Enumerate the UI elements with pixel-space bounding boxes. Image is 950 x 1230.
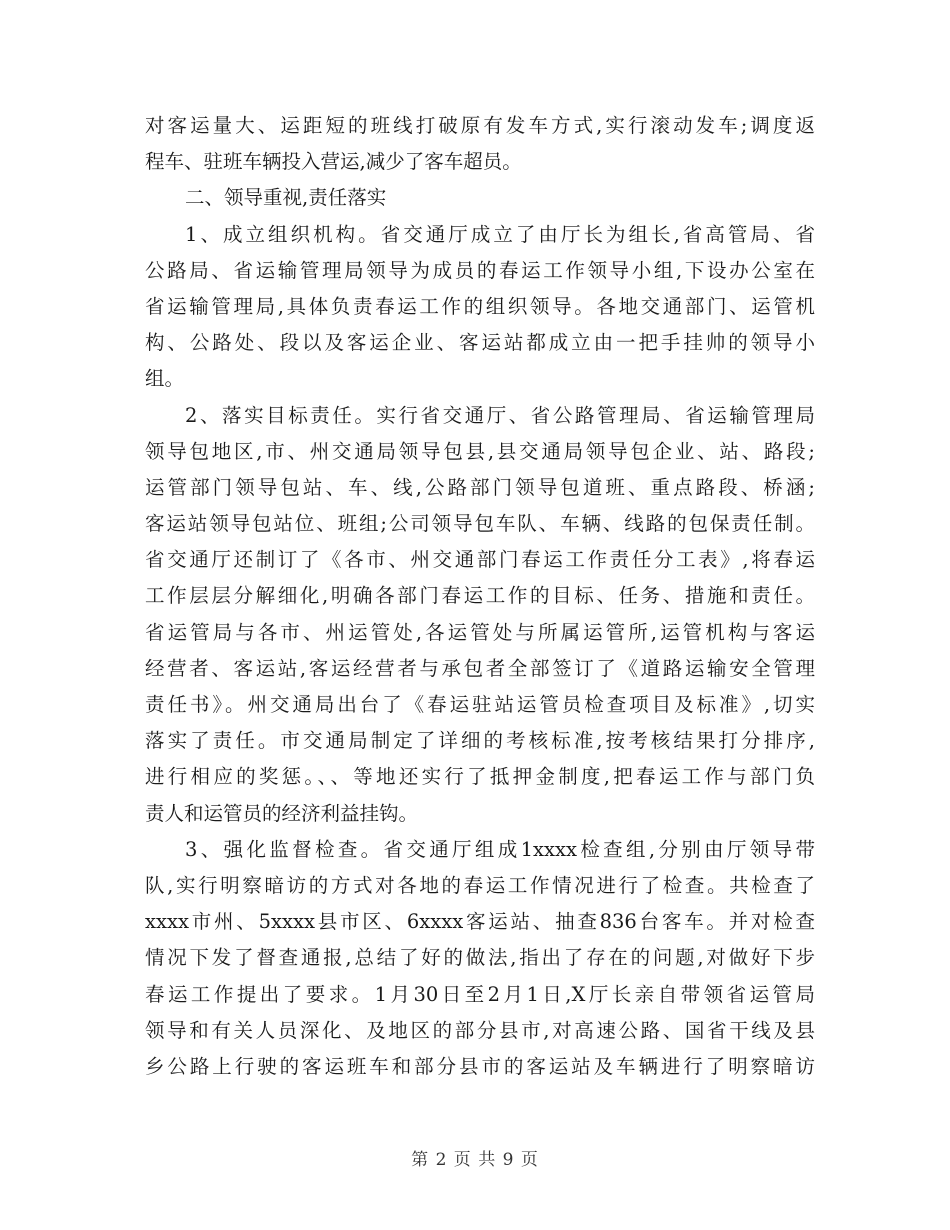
- text-line: 经营者、客运站,客运经营者与承包者全部签订了《道路运输安全管理: [145, 656, 815, 680]
- text-line: 乡公路上行驶的客运班车和部分县市的客运站及车辆进行了明察暗访: [145, 1054, 815, 1078]
- text-line: 领导和有关人员深化、及地区的部分县市,对高速公路、国省干线及县: [145, 1018, 815, 1042]
- text-line: 运管部门领导包站、车、线,公路部门领导包道班、重点路段、桥涵;: [145, 475, 815, 499]
- text-line: xxxx市州、5xxxx县市区、6xxxx客运站、抽查836台客车。并对检查: [145, 910, 815, 934]
- text-line: 省交通厅还制订了《各市、州交通部门春运工作责任分工表》,将春运: [145, 548, 815, 572]
- text-line: 组。: [145, 367, 185, 391]
- text-line: 构、公路处、段以及客运企业、客运站都成立由一把手挂帅的领导小: [145, 331, 815, 355]
- text-line: 省运管局与各市、州运管处,各运管处与所属运管所,运管机构与客运: [145, 620, 815, 644]
- text-line: 领导包地区,市、州交通局领导包县,县交通局领导包企业、站、路段;: [145, 439, 815, 463]
- text-line: 省运输管理局,具体负责春运工作的组织领导。各地交通部门、运管机: [145, 294, 815, 318]
- text-line: 工作层层分解细化,明确各部门春运工作的目标、任务、措施和责任。: [145, 584, 815, 608]
- text-line: 程车、驻班车辆投入营运,减少了客车超员。: [145, 150, 522, 174]
- text-line: 进行相应的奖惩。、、等地还实行了抵押金制度,把春运工作与部门负: [145, 765, 815, 789]
- text-line: 情况下发了督查通报,总结了好的做法,指出了存在的问题,对做好下步: [145, 946, 815, 970]
- text-line: 公路局、省运输管理局领导为成员的春运工作领导小组,下设办公室在: [145, 258, 815, 282]
- text-line: 3、强化监督检查。省交通厅组成1xxxx检查组,分别由厅领导带: [185, 837, 815, 861]
- text-line: 队,实行明察暗访的方式对各地的春运工作情况进行了检查。共检查了: [145, 873, 815, 897]
- text-line: 春运工作提出了要求。1月30日至2月1日,X厅长亲自带领省运管局: [145, 982, 815, 1006]
- document-body: [145, 108, 815, 1085]
- page-number-footer: 第 2 页 共 9 页: [411, 1150, 539, 1170]
- text-line: 责任书》。州交通局出台了《春运驻站运管员检查项目及标准》,切实: [145, 693, 815, 716]
- text-line: 落实了责任。市交通局制定了详细的考核标准,按考核结果打分排序,: [145, 729, 815, 753]
- text-line: 二、领导重视,责任落实: [185, 186, 387, 210]
- text-line: 对客运量大、运距短的班线打破原有发车方式,实行滚动发车;调度返: [145, 114, 815, 137]
- text-line: 客运站领导包站位、班组;公司领导包车队、车辆、线路的包保责任制。: [145, 512, 815, 536]
- text-line: 1、成立组织机构。省交通厅成立了由厅长为组长,省高管局、省: [185, 222, 815, 246]
- text-line: 责人和运管员的经济利益挂钩。: [145, 801, 419, 825]
- text-line: 2、落实目标责任。实行省交通厅、省公路管理局、省运输管理局: [185, 403, 815, 427]
